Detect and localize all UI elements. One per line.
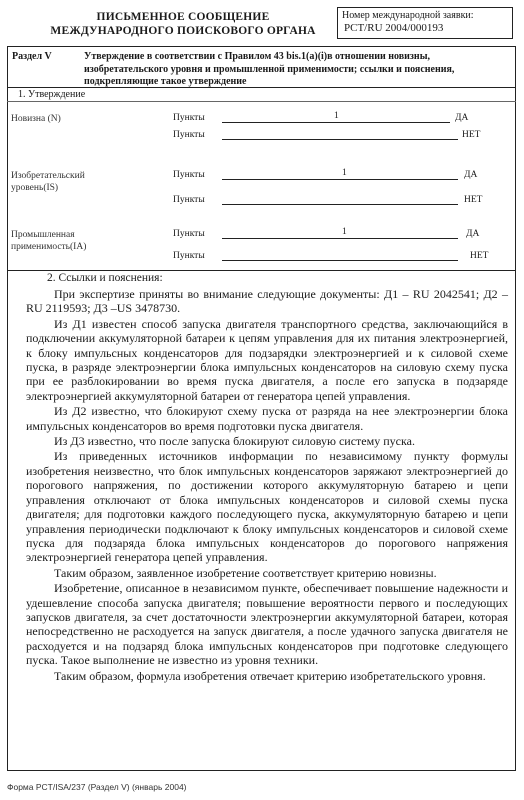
novelty-no-points-label: Пункты xyxy=(173,130,205,140)
title-line-2: МЕЖДУНАРОДНОГО ПОИСКОВОГО ОРГАНА xyxy=(50,25,316,37)
section-label: Раздел V xyxy=(12,51,52,62)
form-footer: Форма PCT/ISA/237 (Раздел V) (январь 2004) xyxy=(7,782,187,792)
industrial-no-label: НЕТ xyxy=(470,251,489,261)
paragraph-d1: Из Д1 известен способ запуска двигателя транспортного средства, заключающийся в подключении аккумуляторной батареи к цепям управления для их питания электроэнергией, к блоку импульсных конденсаторов для подзарядки электроэнергией и к силовой схеме пуска, в разряде электроэнергии блока импульсных конденсаторов на силовую схему пуска при ее разблокировании во время пуска двигателя, а после его запуска в подзаряде электроэнергией аккумуляторной батареи от генератора цепей управления. xyxy=(26,316,508,403)
novelty-label: Новизна (N) xyxy=(11,114,61,124)
statement-heading: 1. Утверждение xyxy=(18,89,86,100)
document-title xyxy=(38,10,328,38)
inventive-no-line xyxy=(222,204,458,205)
paragraph-d3: Из Д3 известно, что после запуска блокируют силовую систему пуска. xyxy=(54,434,415,449)
references-heading: 2. Ссылки и пояснения: xyxy=(47,272,163,284)
inventive-yes-label: ДА xyxy=(464,170,478,180)
inventive-no-points-label: Пункты xyxy=(173,195,205,205)
industrial-yes-label: ДА xyxy=(466,229,480,239)
references-body xyxy=(26,287,508,684)
paragraph-d2: Из Д2 известно, что блокируют схему пуска от разряда на нее электроэнергии блока импульсных конденсаторов во время подготовки пуска двигателя. xyxy=(26,404,508,433)
paragraph-advantages: Изобретение, описанное в независимом пункте, обеспечивает повышение надежности и удешевление способа запуска двигателя; повышение вероятности первого и последующих запусков двигателя, за счет достаточности электроэнергии аккумуляторной батареи, которая непосредственно не расходуется на запуск двигателя, а после удачного запуска двигателя не расходуется и на подзаряд блока импульсных конденсаторов при подготовке следующего пуска. Такое выполнение не известно из уровня техники. xyxy=(26,581,508,668)
inventive-yes-claims: 1 xyxy=(342,168,347,178)
novelty-yes-points-label: Пункты xyxy=(173,113,205,123)
application-number-label: Номер международной заявки: xyxy=(342,10,474,21)
inventive-step-label: Изобретательский уровень(IS) xyxy=(11,171,85,193)
title-line-1: ПИСЬМЕННОЕ СООБЩЕНИЕ xyxy=(96,11,270,23)
application-number-box xyxy=(337,7,513,39)
industrial-applicability-label: Промышленная применимость(IA) xyxy=(11,230,87,252)
industrial-yes-claims: 1 xyxy=(342,227,347,237)
section-separator xyxy=(7,270,516,271)
novelty-no-label: НЕТ xyxy=(462,130,481,140)
paragraph-inventive-conclusion: Таким образом, формула изобретения отвечает критерию изобретательского уровня. xyxy=(54,668,486,683)
industrial-no-line xyxy=(222,260,458,261)
section-title: Утверждение в соответствии с Правилом 43 bis.1(a)(i)в отношении новизны, изобретательского уровня и промышленной применимости; ссылки и пояснения, подкрепляющие такое утверждение xyxy=(84,51,455,87)
novelty-yes-label: ДА xyxy=(455,113,469,123)
novelty-no-line xyxy=(222,139,458,140)
application-number: PCT/RU 2004/000193 xyxy=(344,22,444,34)
statement-divider xyxy=(7,101,516,102)
inventive-yes-points-label: Пункты xyxy=(173,170,205,180)
inventive-yes-line xyxy=(222,179,458,180)
paragraph-unknown-features: Из приведенных источников информации по независимому пункту формулы изобретения неизвестно, что блок импульсных конденсаторов заряжают электроэнергией до порогового напряжения, по достижении которого аккумуляторную батарею и цепи управления отключают от блока импульсных конденсаторов и силовой схемы пуска двигателя; для подготовки каждого последующего пуска, аккумуляторную батарею и цепи управления периодически подключают к блоку импульсных конденсаторов и силовой схеме пуска для подзаряда блока импульсных конденсаторов до порогового напряжения электроэнергией генератора цепей управления. xyxy=(26,449,508,565)
inventive-no-label: НЕТ xyxy=(464,195,483,205)
novelty-yes-claims: 1 xyxy=(334,111,339,121)
paragraph-documents: При экспертизе приняты во внимание следующие документы: Д1 – RU 2042541; Д2 – RU 2119593; Д3 –US 3478730. xyxy=(26,287,508,316)
section-header xyxy=(7,46,516,88)
paragraph-novelty-conclusion: Таким образом, заявленное изобретение соответствует критерию новизны. xyxy=(54,565,437,580)
novelty-yes-line xyxy=(222,122,450,123)
industrial-yes-line xyxy=(222,238,458,239)
industrial-no-points-label: Пункты xyxy=(173,251,205,261)
industrial-yes-points-label: Пункты xyxy=(173,229,205,239)
